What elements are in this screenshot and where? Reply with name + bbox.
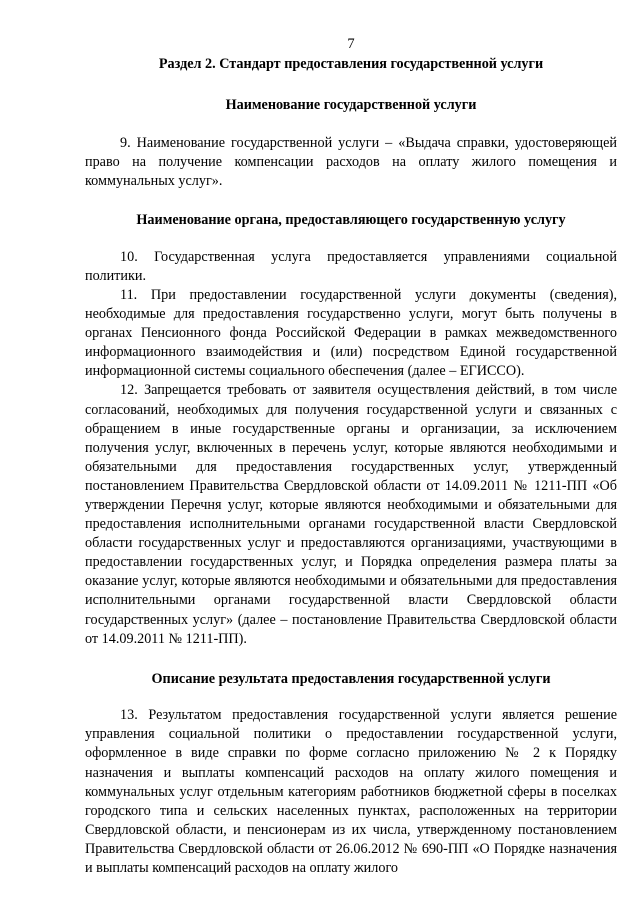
document-page <box>85 34 617 878</box>
paragraph-13: 13. Результатом предоставления государственной услуги является решение управления социальной политики о предоставлении государственной услуги, оформленное в виде справки по форме согласно приложению № 2 к Порядку назначения и выплаты компенсаций расходов на оплату жилого помещения и коммунальных услуг отдельным категориям работников бюджетной сферы в поселках городского типа и сельских населенных пунктах, расположенных на территории Свердловской области, и пенсионерам из их числа, утвержденному постановлением Правительства Свердловской области от 26.06.2012 № 690-ПП «О Порядке назначения и выплаты компенсаций расходов на оплату жилого <box>85 707 617 876</box>
section-title: Раздел 2. Стандарт предоставления государственной услуги <box>158 56 544 72</box>
paragraph-9: 9. Наименование государственной услуги – «Выдача справки, удостоверяющей право на получение компенсации расходов на оплату жилого помещения и коммунальных услуг». <box>85 135 617 190</box>
heading-service-name: Наименование государственной услуги <box>225 96 477 113</box>
heading-body-name: Наименование органа, предоставляющего государственную услугу <box>136 212 566 229</box>
paragraph-11: 11. При предоставлении государственной услуги документы (сведения), необходимые для предоставления государственно услуги, могут быть получены в органах Пенсионного фонда Российской Федерации в рамках межведомственного информационного взаимодействия и (или) посредством Единой государственной информационной системы социального обеспечения (далее – ЕГИССО). <box>85 286 617 380</box>
heading-result: Описание результата предоставления государственной услуги <box>151 670 551 687</box>
paragraph-12: 12. Запрещается требовать от заявителя осуществления действий, в том числе согласований, необходимых для получения государственной услуги и связанных с обращением в иные государственные органы и организации, за исключением получения услуг, включенных в перечень услуг, которые являются необходимыми и обязательными для предоставления государственных услуг, утвержденный постановлением Правительства Свердловской области от 14.09.2011 № 1211-ПП «Об утверждении Перечня услуг, которые являются необходимыми и обязательными для предоставления исполнительными органами государственной власти Свердловской области государственных услуг и предоставляются организациями, участвующими в предоставлении государственных услуг, и Порядка определения размера платы за оказание услуг, которые являются необходимыми и обязательными для предоставления исполнительными органами государственной власти Свердловской области государственных услуг» (далее – постановление Правительства Свердловской области от 14.09.2011 № 1211-ПП). <box>85 382 617 647</box>
paragraph-10: 10. Государственная услуга предоставляется управлениями социальной политики. <box>85 248 617 284</box>
page-number: 7 <box>347 36 355 52</box>
